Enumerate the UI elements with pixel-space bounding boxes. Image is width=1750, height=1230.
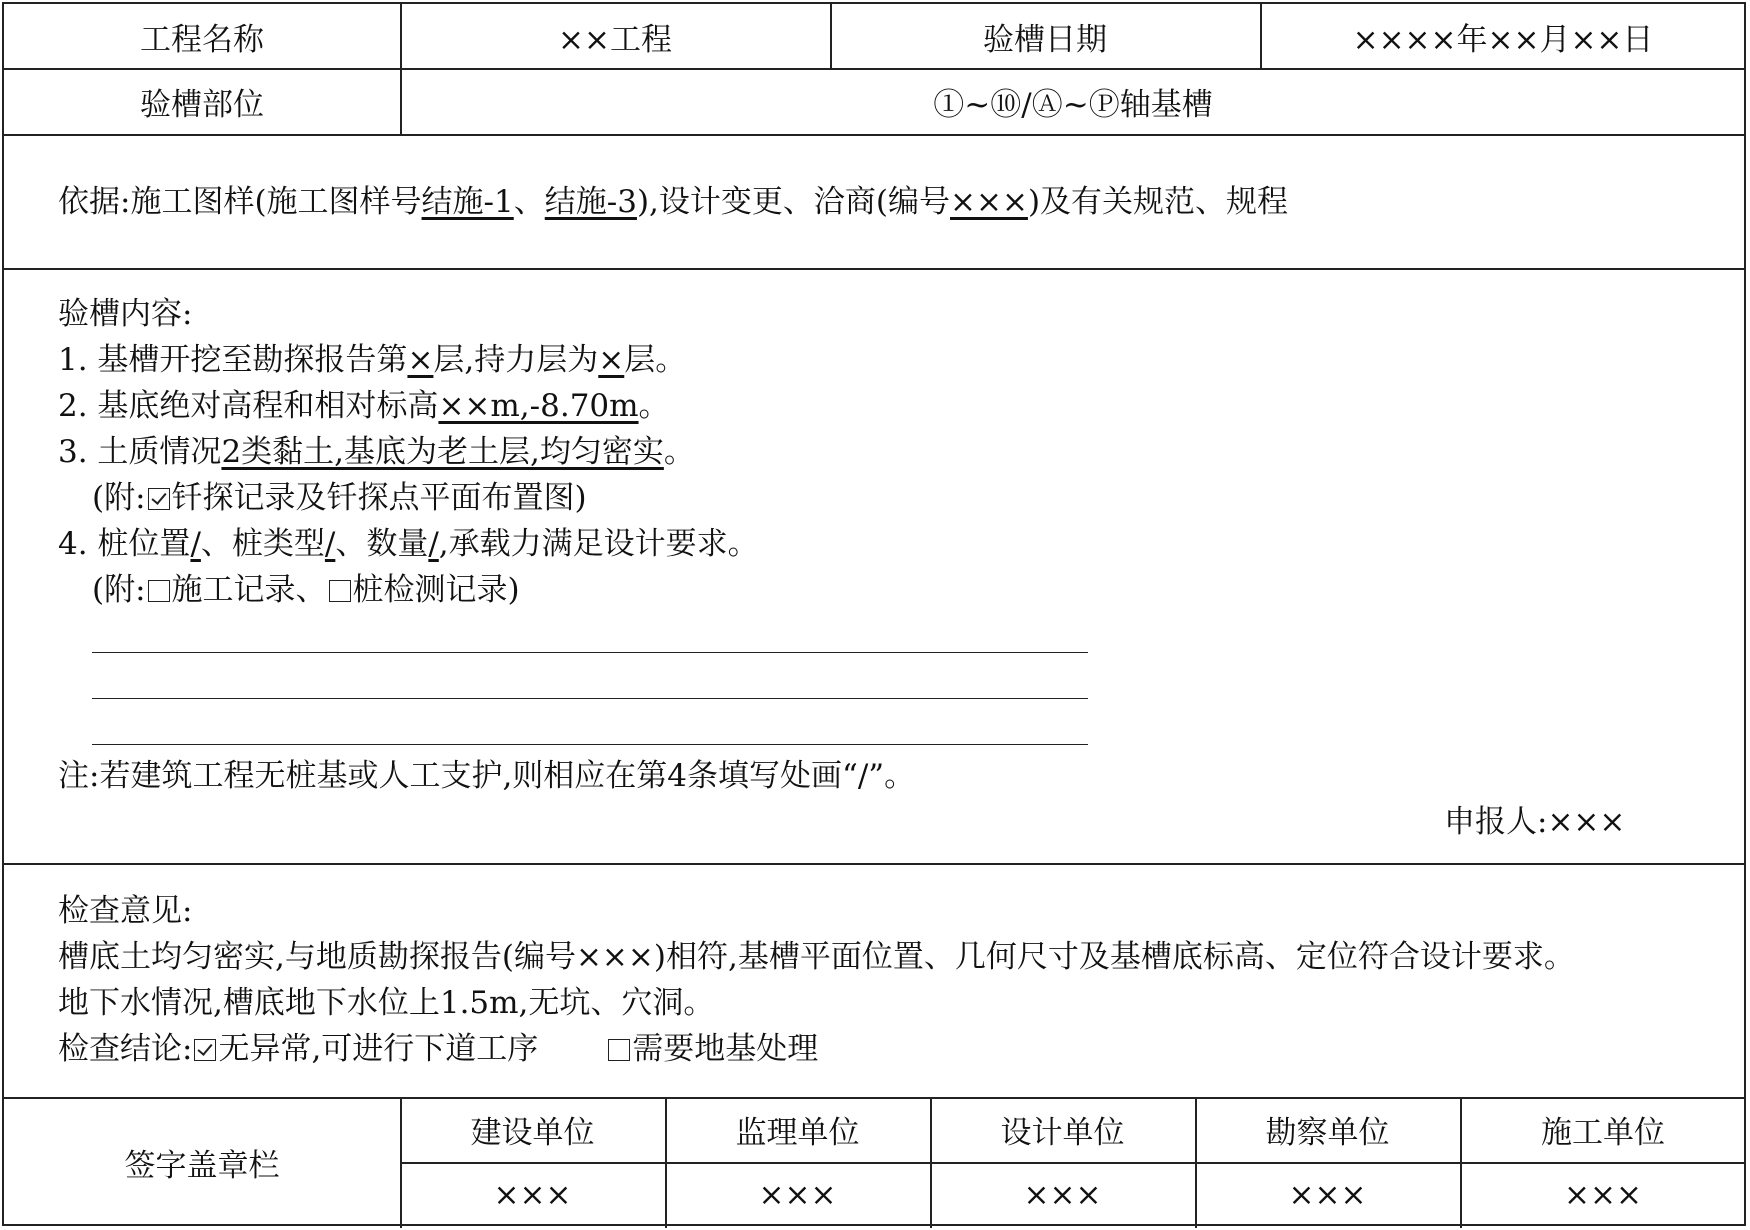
item3-soil: 2类黏土,基底为老土层,均匀密实 — [221, 434, 664, 470]
item3-text: 。 — [663, 434, 695, 470]
item3-text: 3. 土质情况 — [58, 434, 222, 470]
conclusion-label: 检查结论: — [58, 1031, 193, 1067]
blank-line — [92, 652, 1088, 653]
checked-checkbox-icon[interactable] — [194, 1039, 216, 1061]
signer-survey: ××× — [1288, 1177, 1367, 1213]
basis-prefix: 依据:施工图样(施工图样号 — [58, 184, 422, 220]
blank-line — [92, 698, 1088, 699]
blank-line — [92, 744, 1088, 745]
checkbox-icon[interactable] — [329, 580, 351, 602]
checkbox-icon[interactable] — [608, 1039, 630, 1061]
content-item-4-attachment — [92, 567, 520, 613]
item1-bearing-layer: × — [598, 342, 625, 378]
signature-label: 签字盖章栏 — [124, 1148, 280, 1184]
content-item-1 — [58, 337, 686, 383]
item1-text: 层,持力层为 — [433, 342, 599, 378]
signer-design: ××× — [1023, 1177, 1102, 1213]
attach-text: (附: — [92, 572, 146, 608]
project-name-label: 工程名称 — [140, 21, 264, 58]
inspection-location-value: ①~⑩/Ⓐ~Ⓟ轴基槽 — [933, 86, 1213, 123]
attach-text: (附: — [92, 480, 146, 516]
content-item-2 — [58, 383, 670, 429]
item4-text: 、数量 — [335, 526, 429, 562]
row-divider — [4, 268, 1744, 270]
basis-separator: 、 — [513, 184, 545, 220]
item4-quantity: / — [428, 526, 439, 562]
content-item-4 — [58, 521, 759, 567]
project-name-value: ××工程 — [558, 21, 672, 58]
content-item-3-attachment — [92, 475, 587, 521]
inspection-line-2: 地下水情况,槽底地下水位上1.5m,无坑、穴洞。 — [58, 985, 715, 1021]
item1-text: 1. 基槽开挖至勘探报告第 — [58, 342, 408, 378]
item2-text: 。 — [638, 388, 670, 424]
unit-supervision: 监理单位 — [735, 1115, 860, 1151]
item4-type: / — [324, 526, 336, 562]
basis-suffix: )及有关规范、规程 — [1027, 184, 1289, 220]
inspection-line-1: 槽底土均匀密实,与地质勘探报告(编号×××)相符,基槽平面位置、几何尺寸及基槽底标高、定位符合设计要求。 — [58, 939, 1575, 975]
item4-text: 4. 桩位置 — [58, 526, 191, 562]
inspection-form — [2, 2, 1746, 1226]
inspection-conclusion — [58, 1026, 818, 1072]
signer-construction-owner: ××× — [493, 1177, 572, 1213]
item2-elevation: ××m,-8.70m — [438, 388, 639, 424]
basis-line — [58, 179, 1288, 225]
content-note: 注:若建筑工程无桩基或人工支护,则相应在第4条填写处画“/”。 — [58, 758, 916, 794]
checkbox-icon[interactable] — [148, 580, 170, 602]
unit-survey: 勘察单位 — [1265, 1115, 1390, 1151]
attach-text: 桩检测记录) — [352, 572, 520, 608]
item1-layer: × — [407, 342, 434, 378]
signer-supervision: ××× — [758, 1177, 837, 1213]
unit-design: 设计单位 — [1000, 1115, 1125, 1151]
row-divider — [4, 863, 1744, 865]
reporter: 申报人:××× — [1444, 804, 1626, 840]
conclusion-option-1: 无异常,可进行下道工序 — [218, 1031, 539, 1067]
drawing-number-1: 结施-1 — [421, 184, 514, 220]
item4-text: 、桩类型 — [200, 526, 325, 562]
inspection-location-label: 验槽部位 — [140, 86, 264, 123]
checked-checkbox-icon[interactable] — [148, 488, 170, 510]
inspection-date-label: 验槽日期 — [983, 21, 1107, 58]
content-item-3 — [58, 429, 695, 475]
inspection-title: 检查意见: — [58, 893, 193, 929]
attach-text: 施工记录、 — [171, 572, 327, 608]
basis-middle: ),设计变更、洽商(编号 — [636, 184, 950, 220]
drawing-number-2: 结施-3 — [544, 184, 637, 220]
unit-contractor: 施工单位 — [1541, 1115, 1665, 1151]
unit-construction-owner: 建设单位 — [470, 1115, 595, 1151]
conclusion-option-2: 需要地基处理 — [632, 1031, 819, 1067]
item1-text: 层。 — [624, 342, 687, 378]
row-divider — [4, 134, 1744, 136]
item4-position: / — [190, 526, 201, 562]
item2-text: 2. 基底绝对高程和相对标高 — [58, 388, 439, 424]
attach-text: 钎探记录及钎探点平面布置图) — [171, 480, 587, 516]
content-title: 验槽内容: — [58, 296, 193, 332]
signer-contractor: ××× — [1564, 1177, 1642, 1213]
inspection-date-value: ××××年××月××日 — [1352, 21, 1654, 58]
item4-text: ,承载力满足设计要求。 — [438, 526, 759, 562]
change-number: ××× — [950, 184, 1028, 220]
